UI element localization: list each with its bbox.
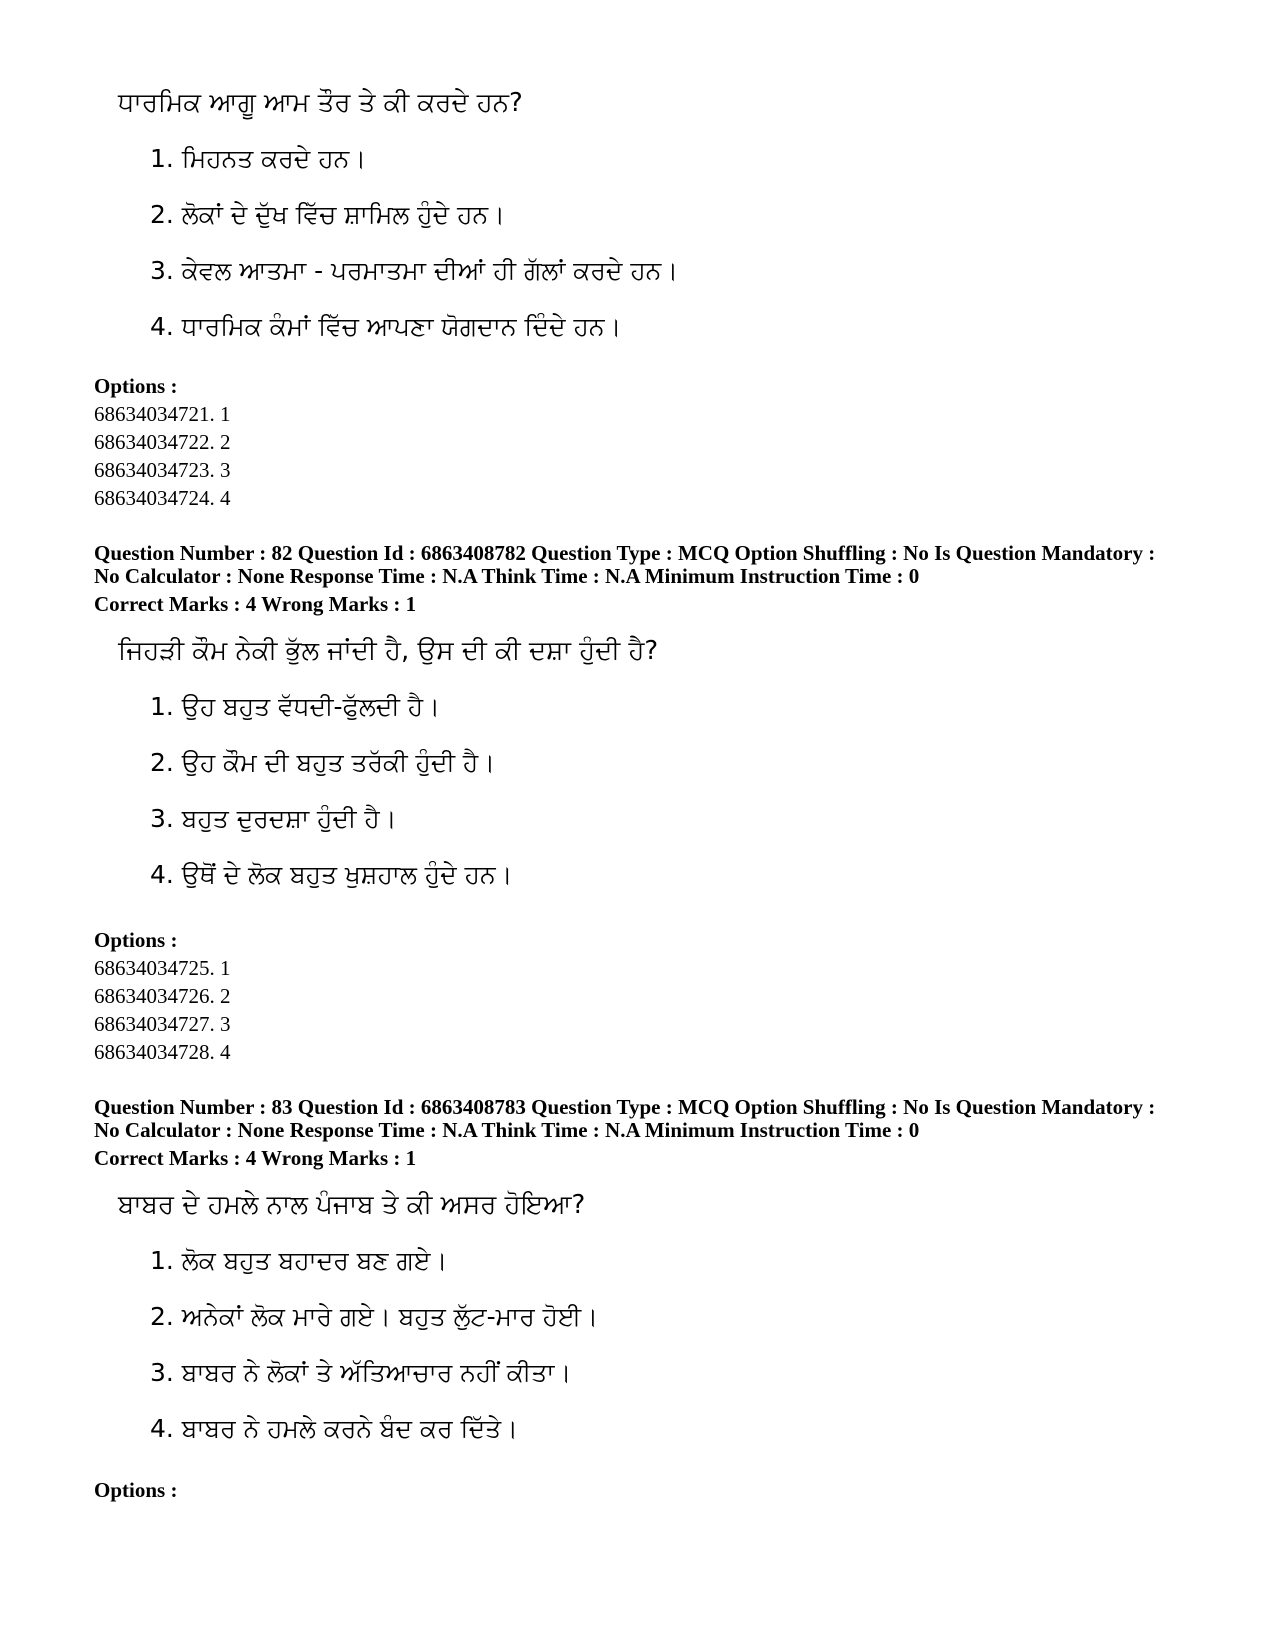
choice-3: 3. ਬਾਬਰ ਨੇ ਲੋਕਾਂ ਤੇ ਅੱਤਿਆਚਾਰ ਨਹੀਂ ਕੀਤਾ। — [150, 1358, 572, 1387]
choice-1: 1. ਲੋਕ ਬਹੁਤ ਬਹਾਦਰ ਬਣ ਗਏ। — [150, 1246, 448, 1275]
question-text: ਬਾਬਰ ਦੇ ਹਮਲੇ ਨਾਲ ਪੰਜਾਬ ਤੇ ਕੀ ਅਸਰ ਹੋਇਆ? — [118, 1190, 586, 1220]
choice-4: 4. ਉਥੋਂ ਦੇ ਲੋਕ ਬਹੁਤ ਖੁਸ਼ਹਾਲ ਹੁੰਦੇ ਹਨ। — [150, 860, 513, 889]
option-id-3: 68634034723. 3 — [94, 458, 231, 482]
option-id-4: 68634034728. 4 — [94, 1040, 231, 1064]
options-label: Options : — [94, 1478, 178, 1502]
choice-2: 2. ਲੋਕਾਂ ਦੇ ਦੁੱਖ ਵਿੱਚ ਸ਼ਾਮਿਲ ਹੁੰਦੇ ਹਨ। — [150, 200, 505, 229]
question-meta-line1: Question Number : 82 Question Id : 6863408782 Question Type : MCQ Option Shuffling : No Is Question Mandatory : — [94, 541, 1156, 565]
option-id-3: 68634034727. 3 — [94, 1012, 231, 1036]
question-meta-line1: Question Number : 83 Question Id : 6863408783 Question Type : MCQ Option Shuffling : No Is Question Mandatory : — [94, 1095, 1156, 1119]
question-text: ਜਿਹੜੀ ਕੌਮ ਨੇਕੀ ਭੁੱਲ ਜਾਂਦੀ ਹੈ, ਉਸ ਦੀ ਕੀ ਦਸ਼ਾ ਹੁੰਦੀ ਹੈ? — [118, 636, 659, 666]
option-id-1: 68634034725. 1 — [94, 956, 231, 980]
choice-2: 2. ਅਨੇਕਾਂ ਲੋਕ ਮਾਰੇ ਗਏ। ਬਹੁਤ ਲੁੱਟ-ਮਾਰ ਹੋਈ। — [150, 1302, 599, 1331]
option-id-2: 68634034726. 2 — [94, 984, 231, 1008]
choice-1: 1. ਉਹ ਬਹੁਤ ਵੱਧਦੀ-ਫੁੱਲਦੀ ਹੈ। — [150, 692, 441, 721]
option-id-1: 68634034721. 1 — [94, 402, 231, 426]
question-text: ਧਾਰਮਿਕ ਆਗੂ ਆਮ ਤੌਰ ਤੇ ਕੀ ਕਰਦੇ ਹਨ? — [118, 88, 523, 118]
options-label: Options : — [94, 928, 178, 952]
option-id-4: 68634034724. 4 — [94, 486, 231, 510]
choice-4: 4. ਧਾਰਮਿਕ ਕੰਮਾਂ ਵਿੱਚ ਆਪਣਾ ਯੋਗਦਾਨ ਦਿੰਦੇ ਹਨ। — [150, 312, 622, 341]
question-marks: Correct Marks : 4 Wrong Marks : 1 — [94, 1146, 417, 1170]
choice-4: 4. ਬਾਬਰ ਨੇ ਹਮਲੇ ਕਰਨੇ ਬੰਦ ਕਰ ਦਿੱਤੇ। — [150, 1414, 518, 1443]
choice-3: 3. ਬਹੁਤ ਦੁਰਦਸ਼ਾ ਹੁੰਦੀ ਹੈ। — [150, 804, 397, 833]
choice-1: 1. ਮਿਹਨਤ ਕਰਦੇ ਹਨ। — [150, 144, 367, 173]
choice-3: 3. ਕੇਵਲ ਆਤਮਾ - ਪਰਮਾਤਮਾ ਦੀਆਂ ਹੀ ਗੱਲਾਂ ਕਰਦੇ ਹਨ। — [150, 256, 679, 285]
options-label: Options : — [94, 374, 178, 398]
option-id-2: 68634034722. 2 — [94, 430, 231, 454]
choice-2: 2. ਉਹ ਕੌਮ ਦੀ ਬਹੁਤ ਤਰੱਕੀ ਹੁੰਦੀ ਹੈ। — [150, 748, 496, 777]
question-marks: Correct Marks : 4 Wrong Marks : 1 — [94, 592, 417, 616]
question-meta-line2: No Calculator : None Response Time : N.A Think Time : N.A Minimum Instruction Time : 0 — [94, 564, 920, 588]
question-meta-line2: No Calculator : None Response Time : N.A Think Time : N.A Minimum Instruction Time : 0 — [94, 1118, 920, 1142]
